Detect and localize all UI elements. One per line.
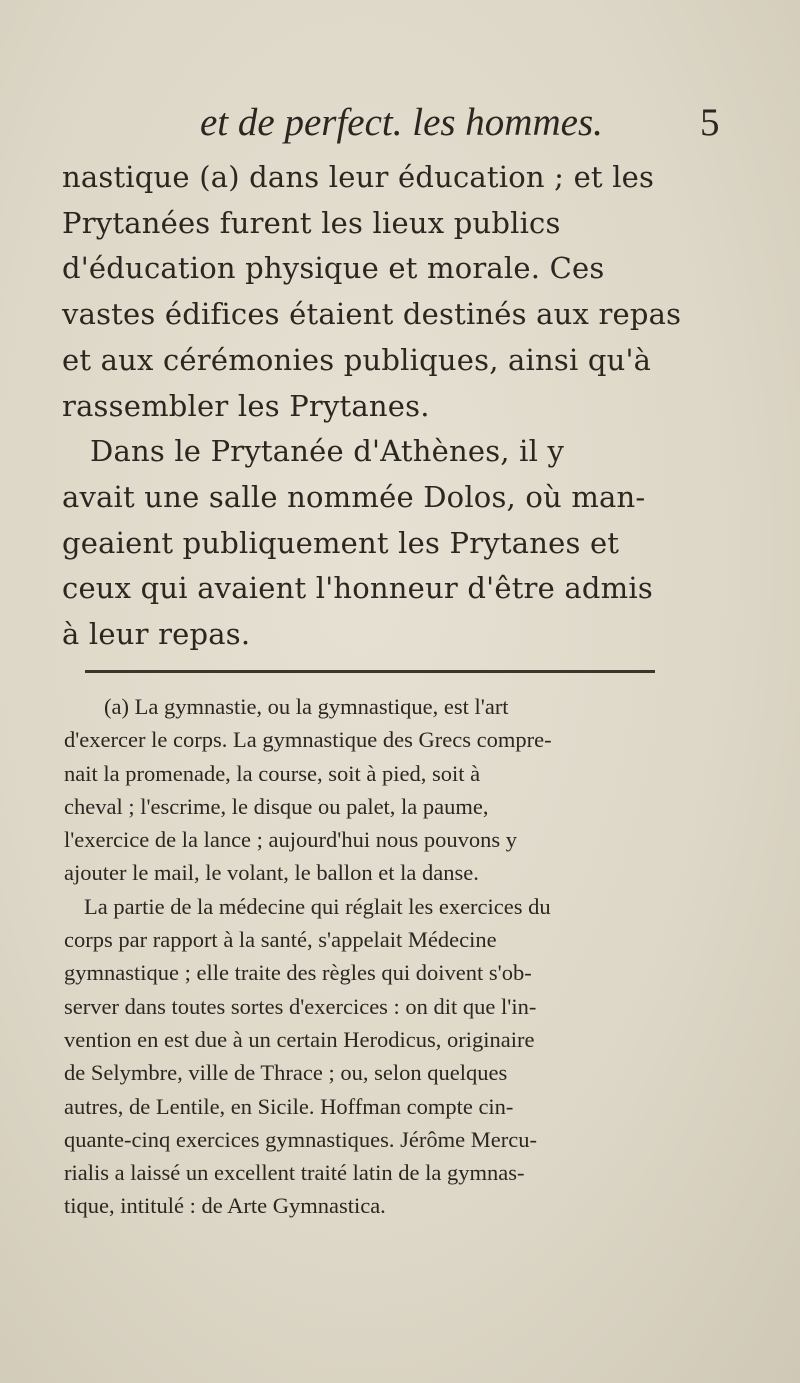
footnote-line: autres, de Lentile, en Sicile. Hoffman compte cin-	[64, 1093, 514, 1119]
footnote-line: l'exercice de la lance ; aujourd'hui nous pouvons y	[64, 827, 517, 853]
text-line: à leur repas.	[62, 617, 251, 652]
footnote-line: quante-cinq exercices gymnastiques. Jérôme Mercu-	[64, 1126, 537, 1152]
text-line: et aux cérémonies publiques, ainsi qu'à	[62, 342, 652, 377]
footnote-divider	[85, 670, 655, 673]
footnote-line: de Selymbre, ville de Thrace ; ou, selon quelques	[64, 1060, 508, 1086]
footnote-line: gymnastique ; elle traite des règles qui doivent s'ob-	[64, 960, 532, 986]
footnote-line: ajouter le mail, le volant, le ballon et la danse.	[64, 860, 479, 886]
text-line: ceux qui avaient l'honneur d'être admis	[62, 571, 653, 606]
running-header	[200, 98, 730, 148]
footnote-line: La partie de la médecine qui réglait les exercices du	[84, 893, 551, 919]
footnote-line: tique, intitulé : de Arte Gymnastica.	[64, 1193, 386, 1219]
footnote-line: nait la promenade, la course, soit à pied, soit à	[64, 760, 481, 786]
footnote-line: (a) La gymnastie, ou la gymnastique, est l'art	[104, 694, 509, 719]
text-line: avait une salle nommée Dolos, où man-	[62, 479, 646, 514]
page-number: 5	[700, 101, 720, 144]
footnote-line: rialis a laissé un excellent traité latin de la gymnas-	[64, 1160, 525, 1186]
footnote-line: vention en est due à un certain Herodicus, originaire	[64, 1026, 535, 1052]
text-line: d'éducation physique et morale. Ces	[62, 251, 605, 286]
footnote-line: corps par rapport à la santé, s'appelait Médecine	[64, 927, 497, 953]
text-line: Prytanées furent les lieux publics	[62, 205, 561, 240]
footnote	[64, 690, 684, 1223]
text-line: nastique (a) dans leur éducation ; et les	[62, 160, 655, 194]
text-line: vastes édifices étaient destinés aux repas	[62, 297, 682, 332]
footnote-line: cheval ; l'escrime, le disque ou palet, la paume,	[64, 793, 489, 819]
main-text	[62, 155, 687, 658]
text-line: rassembler les Prytanes.	[62, 388, 430, 423]
text-line: Dans le Prytanée d'Athènes, il y	[90, 434, 565, 469]
footnote-line: server dans toutes sortes d'exercices : on dit que l'in-	[64, 993, 537, 1019]
text-line: geaient publiquement les Prytanes et	[62, 525, 620, 560]
running-title: et de perfect. les hommes.	[200, 101, 603, 144]
footnote-line: d'exercer le corps. La gymnastique des Grecs compre-	[64, 727, 552, 753]
